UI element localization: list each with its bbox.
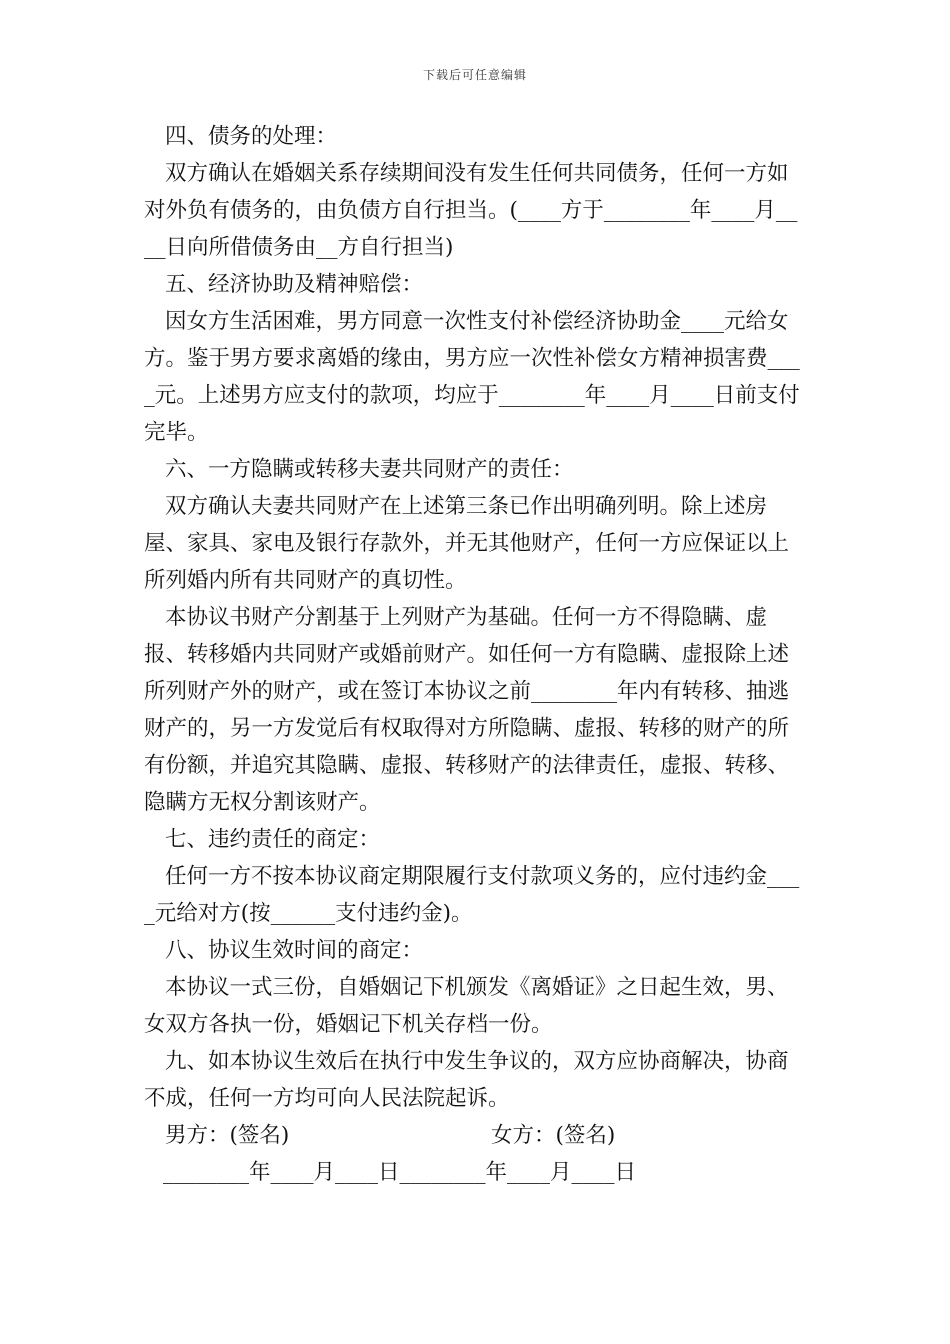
paragraph-concealment-1: 双方确认夫妻共同财产在上述第三条已作出明确列明。除上述房屋、家具、家电及银行存款外，并无其他财产，任何一方应保证以上所列婚内所有共同财产的真切性。 <box>144 494 790 593</box>
header-note: 下载后可任意编辑 <box>422 68 527 82</box>
female-signature-label: 女方：(签名) <box>491 1123 616 1148</box>
paragraph-dispute: 九、如本协议生效后在执行中发生争议的，双方应协商解决，协商不成，任何一方均可向人民法院起诉。 <box>144 1049 789 1111</box>
signature-date-line: ________年____月____日________年____月____日 <box>163 1160 637 1185</box>
signature-row <box>144 1117 808 1154</box>
section-heading-breach: 七、违约责任的商定： <box>165 827 381 852</box>
paragraph-effective: 本协议一式三份，自婚姻记下机颁发《离婚证》之日起生效，男、女双方各执一份，婚姻记下机关存档一份。 <box>144 975 789 1037</box>
section-heading-debts: 四、债务的处理： <box>165 124 338 149</box>
section-heading-compensation: 五、经济协助及精神赔偿： <box>165 272 424 297</box>
paragraph-concealment-2: 本协议书财产分割基于上列财产为基础。任何一方不得隐瞒、虚报、转移婚内共同财产或婚前财产。如任何一方有隐瞒、虚报除上述所列财产外的财产，或在签订本协议之前________年内有转移、抽逃财产的，另一方发觉后有权取得对方所隐瞒、虚报、转移的财产的所有份额，并追究其隐瞒、虚报、转移财产的法律责任，虚报、转移、隐瞒方无权分割该财产。 <box>144 605 790 815</box>
male-signature-label: 男方：(签名) <box>165 1123 290 1148</box>
paragraph-debts: 双方确认在婚姻关系存续期间没有发生任何共同债务，任何一方如对外负有债务的，由负债方自行担当。(____方于________年____月____日向所借债务由__方自行担当) <box>144 161 798 260</box>
paragraph-compensation: 因女方生活困难，男方同意一次性支付补偿经济协助金____元给女方。鉴于男方要求离婚的缘由，男方应一次性补偿女方精神损害费____元。上述男方应支付的款项，均应于________年____月____日前支付完毕。 <box>144 309 800 445</box>
paragraph-breach: 任何一方不按本协议商定期限履行支付款项义务的，应付违约金____元给对方(按______支付违约金)。 <box>144 864 800 926</box>
section-heading-concealment: 六、一方隐瞒或转移夫妻共同财产的责任： <box>165 457 574 482</box>
document-body <box>144 118 808 1191</box>
section-heading-effective: 八、协议生效时间的商定： <box>165 938 424 963</box>
